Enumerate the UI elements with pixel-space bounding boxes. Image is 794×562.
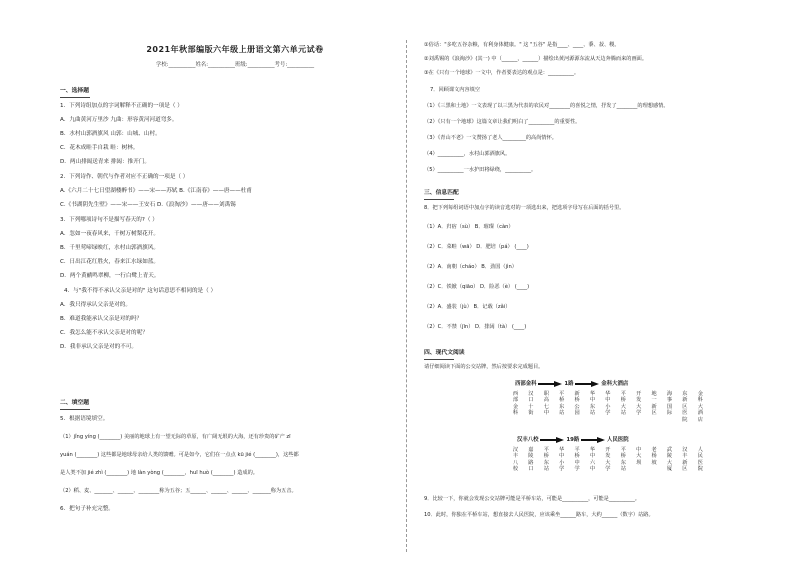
route-1-number: 1路 <box>564 381 574 387</box>
bus-stop: 地一新区 <box>651 391 657 417</box>
fill-line-8[interactable]: （4）__________，水村山郭酒旗风。 <box>424 151 511 157</box>
option-4b[interactable]: B．难道我能承认父亲是对的吗？ <box>60 316 143 322</box>
route-1-header <box>515 379 628 387</box>
arrow-right-icon <box>575 381 599 387</box>
bus-stop: 华中东站 <box>589 391 596 417</box>
question-2: 2．下列诗作、朝代与作者对应不正确的一项是（ ） <box>60 174 189 180</box>
bus-stop: 汉丰八校 <box>512 447 519 473</box>
option-4a[interactable]: A．我只得承认父亲是对的。 <box>60 302 131 308</box>
bus-stop: 武陵大厦 <box>666 447 673 473</box>
option-3d[interactable]: D．两个黄鹂鸣翠柳，一行白鹭上青天。 <box>60 273 160 279</box>
option-4d[interactable]: D．我非承认父亲是对的不可。 <box>60 344 138 350</box>
question-5-line-4[interactable]: （2）稻、麦、_______、______、________称为五谷；五______、______、______、_______称为五音。 <box>60 488 297 494</box>
bus-stop: 嘉陵路口 <box>528 447 534 473</box>
reading-intro: 请仔细阅读下面的公交站牌，然后按要求完成题目。 <box>424 364 544 370</box>
bus-stop: 人民医院 <box>697 447 703 473</box>
heading-underline <box>60 409 90 410</box>
arrow-right-icon <box>540 437 564 443</box>
question-5-line-1[interactable]: （1）jǐng yíng (________) 美丽的地球上有一望无际的草原，有广阔无垠的大海，还有珍贵的矿产 zī <box>60 434 291 440</box>
option-2cd[interactable]: C.《书湖阴先生壁》——宋——王安石 D.《浪淘沙》——唐——刘禹锡 <box>60 202 236 208</box>
fill-line-2[interactable]: ②刘禹锡的《浪淘沙》(其一) 中（______，______）描绘出黄河源源东流从天边奔腾而来的画面。 <box>424 56 648 62</box>
option-2ab[interactable]: A.《六月二十七日望湖楼醉书》——宋——苏轼 B.《江南春》——唐——杜甫 <box>60 188 252 194</box>
pinyin-group-2b[interactable]: （2）C．铁锨（qiāo） D．险恶（è） (____) <box>424 284 530 290</box>
bus-stop: 开发大学 <box>605 447 611 473</box>
option-3a[interactable]: A．忽如一夜春风来，千树万树梨花开。 <box>60 231 159 237</box>
heading-underline <box>424 359 454 360</box>
section-heading-1: 一、选择题 <box>60 88 89 94</box>
page-title: 2021年秋部编版六年级上册语文第六单元试卷 <box>146 45 324 54</box>
question-3: 3．下列哪项诗句不是描写春天的?（ ） <box>60 217 158 223</box>
student-info-line: 学校:__________姓名:__________班级:__________考号:__________ <box>155 62 315 68</box>
section-heading-2: 二、填空题 <box>60 400 89 406</box>
pinyin-group-2a[interactable]: （2）A．南朝（cháo） B．劲国（jìn） <box>424 264 517 270</box>
section-heading-4: 四、现代文阅读 <box>424 350 465 356</box>
arrow-right-icon <box>581 437 605 443</box>
bus-stop: 汉丰新区 <box>682 447 688 473</box>
question-7: 7．回顾课文内容填空 <box>430 87 480 93</box>
heading-underline <box>60 97 90 98</box>
question-4: 4．与"我不得不承认父亲是对的" 这句话意思不相同的是（ ） <box>64 288 217 294</box>
route-1-from: 西部金科 <box>515 381 537 387</box>
fill-line-7[interactable]: （3）《青山不老》一文赞扬了老人_________的高尚情怀。 <box>424 135 557 141</box>
question-5: 5．根据语境填空。 <box>60 416 109 422</box>
bus-stop: 平桥中学 <box>574 447 580 473</box>
question-5-line-2[interactable]: yuán (________) 这些都是地球母亲给人类的馈赠。可是如今，它们在一点点 kū jié (________)，这些都 <box>60 452 299 458</box>
question-5-line-3[interactable]: 是人类不加 jié zhì (________) 地 làn yòng (________，huī huò (________) 造成的。 <box>60 470 258 476</box>
option-1c[interactable]: C．花木成畦手自栽 畦：树林。 <box>60 145 139 151</box>
fill-line-9[interactable]: （5）__________一水护田将绿绕，__________。 <box>424 167 537 173</box>
bus-stop: 汉口十街 <box>528 391 534 417</box>
fill-line-6[interactable]: （2）《只有一个地球》这篇文章让我们明白了__________的重要性。 <box>424 119 581 125</box>
fill-line-5[interactable]: （1）《三黑和土地》一文表现了以三黑为代表的农民对________的喜悦之情，抒发了________的理想感情。 <box>424 103 669 109</box>
bus-stop: 华中小学 <box>605 391 611 417</box>
bus-stop: 华中六中 <box>589 447 596 473</box>
question-1: 1．下列诗组加点的字词解释不正确的一项是（ ） <box>60 103 183 109</box>
bus-stop: 华中小学 <box>559 447 565 473</box>
bus-stop: 西部金科 <box>512 391 519 417</box>
bus-stop: 新桥公园 <box>574 391 580 417</box>
fill-line-1[interactable]: ①俗话："多吃五谷杂粮，有利身体健康。" 这 "五谷" 是指____、____、黍、菽、稷。 <box>424 42 620 48</box>
bus-stop: 海事国际 <box>666 391 673 417</box>
option-1a[interactable]: A．九曲黄河万里沙 九曲：形容黄河河道弯多。 <box>60 117 178 123</box>
column-divider <box>406 40 407 552</box>
route-2-header <box>517 435 629 443</box>
bus-stop: 职高七中 <box>543 391 549 417</box>
bus-stop: 金科大酒店 <box>697 391 703 423</box>
pinyin-group-3a[interactable]: （2）A．盛装（jù） B．记载（zǎi） <box>424 304 511 310</box>
bus-stop: 平桥东站 <box>559 391 565 417</box>
route-2-number: 19路 <box>566 437 580 443</box>
option-3b[interactable]: B．千里莺啼绿映红，水村山郭酒旗风。 <box>60 245 159 251</box>
pinyin-group-1b[interactable]: （2）C．菜畦（wā） D．肥培（pá） (____) <box>424 244 529 250</box>
bus-stop: 平桥东站 <box>543 447 549 473</box>
option-1d[interactable]: D．两山排闼送青来 排闼：推开门。 <box>60 159 150 165</box>
bus-stop: 中大坝 <box>636 447 642 466</box>
question-8: 8．把下列每组词语中加点字的读音选对的一项选出来，把选项字母写在后面的括号里。 <box>424 205 625 211</box>
bus-stop: 老杨坡 <box>651 447 657 466</box>
route-2-to: 人民医院 <box>607 437 629 443</box>
question-9[interactable]: 9．比较一下，你就会发现公交站牌可能是平桥车站，可能是__________，可能是__________。 <box>424 496 640 502</box>
option-4c[interactable]: C．我怎么能不承认父亲是对的呢？ <box>60 330 148 336</box>
arrow-right-icon <box>538 381 562 387</box>
route-1-to: 金科大酒店 <box>601 381 629 387</box>
heading-underline <box>424 199 454 200</box>
route-2-from: 汉丰八校 <box>517 437 539 443</box>
option-3c[interactable]: C．日出江花红胜火，春来江水绿如蓝。 <box>60 259 160 265</box>
option-1b[interactable]: B．水村山郭酒旗风 山郭：山城、山村。 <box>60 131 161 137</box>
bus-stop: 平桥东站 <box>620 447 626 473</box>
question-6: 6．把句子补充完整。 <box>60 506 114 512</box>
question-10[interactable]: 10．此时，你独在平桥车站，想直接去人民医院，应该乘坐______路车，大约______（数字）站路。 <box>424 512 654 518</box>
pinyin-group-3b[interactable]: （2）C．不禁（jīn） D．排闼（tà） (____) <box>424 324 527 330</box>
bus-stop: 东新区医院 <box>682 391 688 423</box>
fill-line-3[interactable]: ③在《只有一个地球》一文中，作者要表达的观点是：__________。 <box>424 70 580 76</box>
bus-stop: 开发大学 <box>636 391 642 417</box>
pinyin-group-1a[interactable]: （1）A．归宿（sù） B．璀璨（càn） <box>424 224 514 230</box>
bus-stop: 平桥大站 <box>620 391 626 417</box>
section-heading-3: 三、信息匹配 <box>424 190 459 196</box>
